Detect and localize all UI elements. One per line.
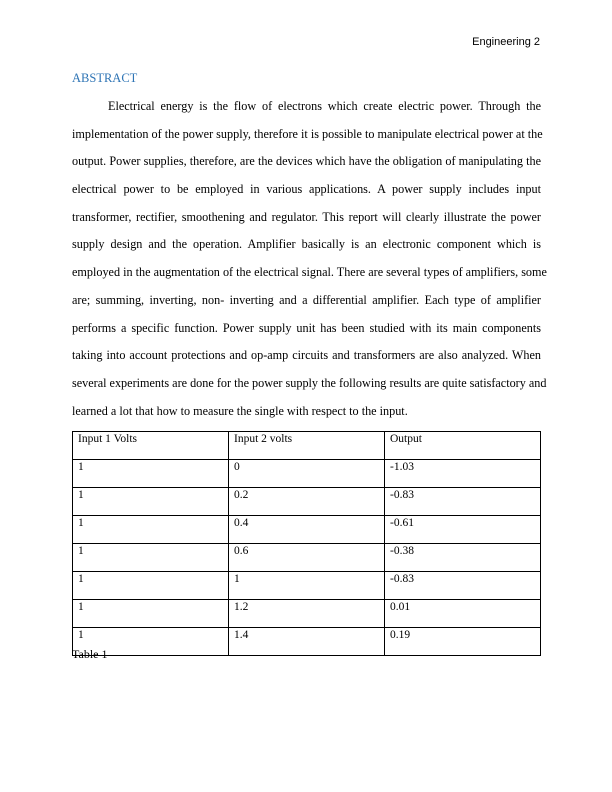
table-cell: 1.2 [229,600,385,628]
table-cell: 0.6 [229,544,385,572]
paragraph-line: Electrical energy is the flow of electrons which create electric power. Through the [108,99,541,113]
table-cell: 1 [229,572,385,600]
paragraph-line: several experiments are done for the power supply the following results are quite satisfactory and [72,375,547,390]
table-cell: 1 [73,572,229,600]
paragraph-line: transformer, rectifier, smoothening and regulator. This report will clearly illustrate the power [72,209,541,224]
table-row [73,516,541,544]
table-cell: 1 [73,600,229,628]
table-cell: 1.4 [229,628,385,656]
table-cell: Input 1 Volts [73,432,229,460]
paragraph-line: performs a specific function. Power supply unit has been studied with its main components [72,320,541,335]
table-cell: -0.83 [385,488,541,516]
table-cell: -0.38 [385,544,541,572]
paragraph-line: taking into account protections and op-amp circuits and transformers are also analyzed. When [72,348,541,363]
paragraph-line: electrical power to be employed in various applications. A power supply includes input [72,182,541,197]
table-row [73,460,541,488]
table-cell: 1 [73,628,229,656]
table-cell: 1 [73,488,229,516]
table-cell: 0.01 [385,600,541,628]
paragraph-line: learned a lot that how to measure the single with respect to the input. [72,403,408,418]
paragraph-line: are; summing, inverting, non- inverting and a differential amplifier. Each type of amplifier [72,292,541,307]
table-cell: -0.61 [385,516,541,544]
table-row [73,544,541,572]
abstract-paragraph [72,97,547,429]
section-heading: ABSTRACT [72,71,138,85]
table-row [73,488,541,516]
table-cell: Output [385,432,541,460]
running-head: Engineering 2 [472,36,540,48]
table-cell: 1 [73,516,229,544]
table-header-row [73,432,541,460]
table-cell: 1 [73,460,229,488]
table-caption: Table 1 [72,647,108,661]
results-table [72,431,541,656]
table-cell: 0.2 [229,488,385,516]
paragraph-line: output. Power supplies, therefore, are the devices which have the obligation of manipulating the [72,154,541,169]
table-row [73,572,541,600]
table-cell: Input 2 volts [229,432,385,460]
paragraph-line: implementation of the power supply, therefore it is possible to manipulate electrical power at the [72,126,543,141]
table-row [73,600,541,628]
table-cell: -0.83 [385,572,541,600]
table-cell: 0.19 [385,628,541,656]
paragraph-line: employed in the augmentation of the electrical signal. There are several types of amplifiers, some [72,265,547,280]
table-cell: 0 [229,460,385,488]
table-cell: -1.03 [385,460,541,488]
table-row [73,628,541,656]
table-cell: 0.4 [229,516,385,544]
table-cell: 1 [73,544,229,572]
paragraph-line: supply design and the operation. Amplifier basically is an electronic component which is [72,237,541,252]
